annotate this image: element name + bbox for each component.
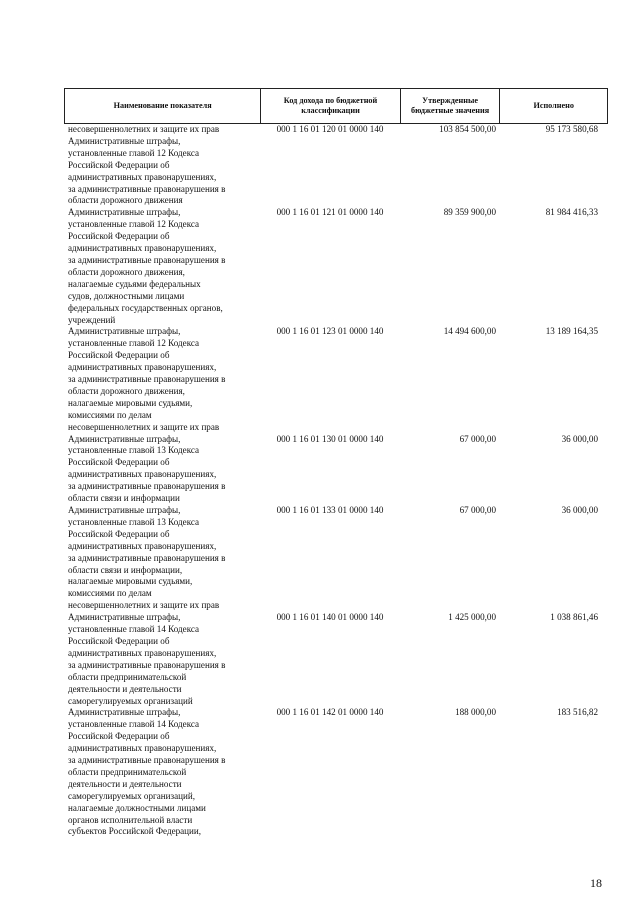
table-row xyxy=(64,434,608,505)
row-approved: 188 000,00 xyxy=(455,707,496,718)
page-number: 18 xyxy=(590,876,602,890)
table-row xyxy=(64,124,608,207)
row-name: Административные штрафы, установленные главой 14 Кодекса Российской Федерации об административных правонарушениях, за административные правонарушения в области предпринимательской деятельности и деятельности саморегулируемых организаций xyxy=(68,612,226,706)
row-code: 000 1 16 01 133 01 0000 140 xyxy=(276,505,384,515)
table-row xyxy=(64,505,608,612)
header-executed: Исполнено xyxy=(499,89,607,123)
row-approved: 67 000,00 xyxy=(459,505,496,515)
row-executed: 81 984 416,33 xyxy=(545,207,598,218)
row-approved: 14 494 600,00 xyxy=(443,326,496,337)
row-name: Административные штрафы, установленные главой 14 Кодекса Российской Федерации об административных правонарушениях, за административные правонарушения в области предпринимательской деятельности и деятельности саморегулируемых организаций, налагаемые должностными лицами органов исполнительной власти субъектов Российской Федерации, xyxy=(68,707,226,837)
row-name: Административные штрафы, установленные главой 13 Кодекса Российской Федерации об административных правонарушениях, за административные правонарушения в области связи и информации, налагаемые мировыми судьями, комиссиями по делам несовершеннолетних и защите их прав xyxy=(68,505,226,611)
row-approved: 67 000,00 xyxy=(459,433,496,444)
header-code: Код дохода по бюджетной классификации xyxy=(260,89,399,123)
row-executed: 183 516,82 xyxy=(557,707,598,718)
table-row xyxy=(64,612,608,707)
row-name: Административные штрафы, установленные главой 12 Кодекса Российской Федерации об административных правонарушениях, за административные правонарушения в области дорожного движения, налагаемые мировыми судьями, комиссиями по делам несовершеннолетних и защите их прав xyxy=(68,326,226,432)
row-executed: 95 173 580,68 xyxy=(545,124,598,134)
row-executed: 36 000,00 xyxy=(561,433,598,444)
row-approved: 103 854 500,00 xyxy=(439,124,496,134)
row-executed: 13 189 164,35 xyxy=(545,326,598,337)
table-body xyxy=(64,124,608,838)
row-code: 000 1 16 01 120 01 0000 140 xyxy=(276,124,384,134)
row-executed: 1 038 861,46 xyxy=(550,612,598,623)
row-code: 000 1 16 01 130 01 0000 140 xyxy=(276,433,384,444)
row-name: Административные штрафы, установленные главой 12 Кодекса Российской Федерации об административных правонарушениях, за административные правонарушения в области дорожного движения, налагаемые судьями федеральных судов, должностными лицами федеральных государственных органов, учреждений xyxy=(68,207,226,325)
budget-table xyxy=(64,88,608,838)
row-code: 000 1 16 01 142 01 0000 140 xyxy=(276,707,384,718)
row-executed: 36 000,00 xyxy=(561,505,598,515)
row-approved: 1 425 000,00 xyxy=(448,612,496,623)
table-row xyxy=(64,207,608,326)
row-approved: 89 359 900,00 xyxy=(443,207,496,218)
row-code: 000 1 16 01 121 01 0000 140 xyxy=(276,207,384,218)
row-name: несовершеннолетних и защите их прав Административные штрафы, установленные главой 12 Кодекса Российской Федерации об административных правонарушениях, за административные правонарушения в области дорожного движения xyxy=(68,124,226,206)
table-row xyxy=(64,707,608,838)
table-header xyxy=(64,88,608,124)
row-name: Административные штрафы, установленные главой 13 Кодекса Российской Федерации об административных правонарушениях, за административные правонарушения в области связи и информации xyxy=(68,433,226,504)
header-approved: Утвержденные бюджетные значения xyxy=(400,89,500,123)
table-row xyxy=(64,326,608,433)
header-name: Наименование показателя xyxy=(113,101,212,111)
row-code: 000 1 16 01 140 01 0000 140 xyxy=(276,612,384,623)
row-code: 000 1 16 01 123 01 0000 140 xyxy=(276,326,384,337)
